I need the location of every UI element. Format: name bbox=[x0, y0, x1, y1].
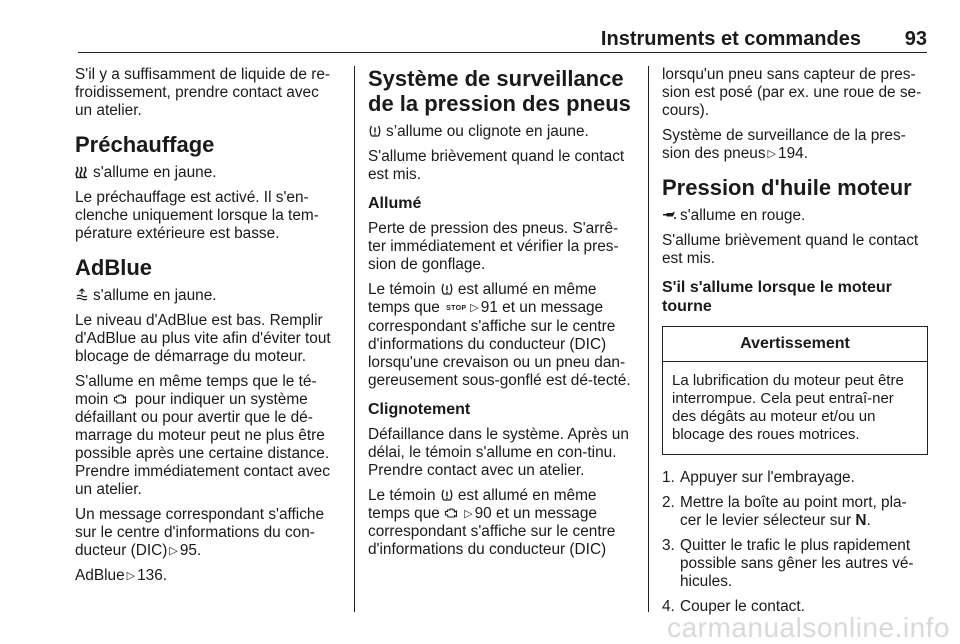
warning-body: La lubrification du moteur peut être interrompue. Cela peut entraî-ner des dégâts au moteur et/ou un blocage des roues motrices. bbox=[672, 372, 904, 443]
paragraph: S'il y a suffisamment de liquide de re-froidissement, prendre contact avec un atelier. bbox=[75, 66, 331, 119]
column-divider bbox=[354, 66, 355, 612]
tire-pressure-icon bbox=[368, 124, 382, 138]
section-heading-prechauffage: Préchauffage bbox=[75, 132, 215, 157]
reference-arrow-icon: ▷ bbox=[169, 545, 178, 557]
paragraph: Le préchauffage est activé. Il s'en-clenche uniquement lorsque la tem-pérature extérieure est basse. bbox=[75, 189, 319, 242]
adblue-icon bbox=[75, 288, 89, 302]
subheading-clignotement: Clignotement bbox=[368, 401, 471, 418]
list-item bbox=[662, 537, 928, 591]
paragraph-text: S'allume en même temps que le té-moin bbox=[75, 373, 317, 408]
paragraph bbox=[75, 164, 340, 182]
paragraph-text: s'allume en rouge. bbox=[680, 207, 806, 224]
paragraph-text: est allumé en même temps que bbox=[368, 487, 597, 522]
list-item-text: Appuyer sur l'embrayage. bbox=[680, 469, 855, 486]
page-title: Instruments et commandes bbox=[600, 28, 861, 50]
list-item bbox=[662, 469, 928, 487]
reference-arrow-icon: ▷ bbox=[767, 148, 777, 160]
page-reference-link[interactable]: 95. bbox=[179, 542, 202, 559]
paragraph-text: est allumé en même temps que bbox=[368, 281, 597, 316]
paragraph bbox=[75, 373, 340, 499]
list-item-text: . bbox=[866, 512, 871, 529]
subheading-engine-running: S'il s'allume lorsque le moteur tourne bbox=[662, 279, 892, 315]
oil-pressure-icon bbox=[662, 208, 676, 222]
paragraph: S'allume brièvement quand le contact est mis. bbox=[368, 148, 625, 183]
page-reference-link[interactable]: 194. bbox=[778, 145, 808, 162]
column-middle bbox=[368, 66, 634, 566]
paragraph-text: pour indiquer un système défaillant ou pour avertir que le dé-marrage du moteur peut ne plus être possible après une certaine distance. Prendre immédiatement contact avec un atelier. bbox=[75, 391, 330, 498]
column-left bbox=[75, 66, 340, 592]
paragraph bbox=[75, 567, 340, 585]
paragraph-text: 90 et un message correspondant s'affiche sur le centre d'informations du conducteur (DIC) bbox=[368, 505, 616, 558]
page-header bbox=[78, 28, 927, 52]
reference-arrow-icon: ▷ bbox=[470, 302, 479, 314]
header-rule bbox=[78, 52, 927, 53]
warning-box bbox=[662, 326, 928, 455]
glow-plug-icon bbox=[75, 165, 89, 179]
paragraph bbox=[75, 506, 340, 560]
paragraph bbox=[368, 123, 634, 141]
section-heading-adblue: AdBlue bbox=[75, 255, 152, 280]
list-number: 3. bbox=[662, 537, 675, 554]
paragraph: Perte de pression des pneus. S'arrê-ter immédiatement et vérifier la pres-sion de gonflage. bbox=[368, 220, 619, 273]
paragraph-text: Un message correspondant s'affiche sur le centre d'informations du con-ducteur (DIC) bbox=[75, 506, 325, 559]
paragraph-text: Le témoin bbox=[368, 281, 436, 298]
list-number: 1. bbox=[662, 469, 675, 486]
paragraph: S'allume brièvement quand le contact est mis. bbox=[662, 232, 919, 267]
paragraph: lorsqu'un pneu sans capteur de pres-sion est posé (par ex. une roue de se-cours). bbox=[662, 66, 922, 119]
paragraph bbox=[662, 127, 928, 163]
paragraph bbox=[368, 281, 634, 390]
paragraph-text: s'allume en jaune. bbox=[93, 287, 217, 304]
engine-check-icon bbox=[444, 506, 458, 520]
tire-pressure-icon bbox=[440, 282, 454, 296]
paragraph bbox=[75, 287, 340, 305]
list-number: 4. bbox=[662, 598, 675, 615]
list-item-text: Couper le contact. bbox=[680, 598, 805, 615]
stop-icon: STOP bbox=[446, 305, 467, 312]
section-heading-oil-pressure: Pression d'huile moteur bbox=[662, 175, 912, 200]
paragraph-text: 91 et un message correspondant s'affiche sur le centre d'informations du conducteur (DIC) lorsqu'une crevaison ou un pneu dan-gereusement sous-gonflé est dé-tecté. bbox=[368, 299, 631, 389]
paragraph-text: s'allume en jaune. bbox=[93, 164, 217, 181]
watermark: carmanualsonline.info bbox=[667, 612, 950, 643]
warning-title: Avertissement bbox=[663, 327, 927, 362]
page-reference-link[interactable]: 136. bbox=[137, 567, 168, 584]
engine-check-icon bbox=[113, 392, 127, 406]
column-divider bbox=[648, 66, 649, 612]
list-item-text: Quitter le trafic le plus rapidement possible sans gêner les autres vé-hicules. bbox=[680, 537, 914, 590]
list-item-text: Mettre la boîte au point mort, pla-cer le levier sélecteur sur bbox=[680, 494, 907, 529]
paragraph-text: s’allume ou clignote en jaune. bbox=[386, 123, 589, 140]
list-number: 2. bbox=[662, 494, 675, 511]
list-item bbox=[662, 494, 928, 530]
reference-arrow-icon: ▷ bbox=[126, 570, 136, 582]
paragraph-text: Système de surveillance de la pres-sion des pneus bbox=[662, 127, 906, 162]
tire-pressure-icon bbox=[440, 488, 454, 502]
subheading-allume: Allumé bbox=[368, 195, 422, 212]
column-right bbox=[662, 66, 928, 623]
paragraph-text: AdBlue bbox=[75, 567, 125, 584]
paragraph: Le niveau d'AdBlue est bas. Remplir d'AdBlue au plus vite afin d'éviter tout blocage de démarrage du moteur. bbox=[75, 312, 331, 365]
paragraph-text: Le témoin bbox=[368, 487, 436, 504]
paragraph: Défaillance dans le système. Après un délai, le témoin s'allume en con-tinu. Prendre contact avec un atelier. bbox=[368, 426, 629, 479]
paragraph bbox=[368, 487, 634, 559]
reference-arrow-icon: ▷ bbox=[464, 508, 473, 520]
paragraph bbox=[662, 207, 928, 225]
gear-position-label: N bbox=[855, 512, 867, 529]
section-heading-tpms: Système de surveillance de la pression des pneus bbox=[368, 66, 631, 116]
page-number: 93 bbox=[904, 28, 927, 50]
steps-list bbox=[662, 469, 928, 616]
